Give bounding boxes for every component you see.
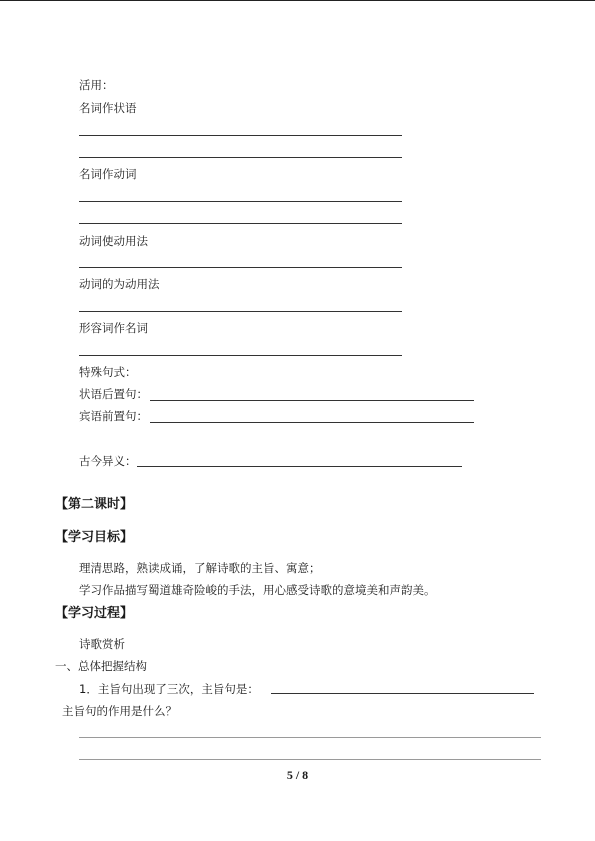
- goals-heading: 【学习目标】: [55, 530, 134, 545]
- process-heading: 【学习过程】: [55, 606, 134, 621]
- part-one-heading: 一、总体把握结构: [55, 659, 147, 673]
- dongci-shidong-label: 动词使动用法: [79, 234, 148, 248]
- answer-line[interactable]: [79, 355, 402, 356]
- binyu-qianzhi-label: 宾语前置句：: [79, 409, 148, 423]
- answer-line[interactable]: [79, 223, 402, 224]
- question-1-followup: 主旨句的作用是什么？: [62, 704, 177, 718]
- answer-line[interactable]: [137, 466, 462, 467]
- dongci-weidong-label: 动词的为动用法: [79, 277, 160, 291]
- mingci-zhuangyu-label: 名词作状语: [79, 101, 137, 115]
- lesson-heading: 【第二课时】: [55, 497, 134, 512]
- answer-line[interactable]: [150, 400, 474, 401]
- answer-line[interactable]: [79, 201, 402, 202]
- poem-appreciation-label: 诗歌赏析: [79, 637, 125, 651]
- huoyong-label: 活用：: [79, 78, 114, 92]
- zhuangyu-houzhi-label: 状语后置句：: [79, 387, 148, 401]
- answer-line[interactable]: [79, 135, 402, 136]
- answer-line[interactable]: [79, 267, 402, 268]
- goal-item: 理清思路，熟读成诵，了解诗歌的主旨、寓意；: [79, 561, 321, 575]
- page-number: 5 / 8: [286, 768, 309, 782]
- mingci-dongci-label: 名词作动词: [79, 167, 137, 181]
- answer-line[interactable]: [271, 693, 534, 694]
- page-top-border: [0, 0, 595, 1]
- question-1: 1．主旨句出现了三次，主旨句是：: [79, 682, 259, 696]
- answer-line[interactable]: [150, 422, 474, 423]
- answer-line[interactable]: [79, 759, 541, 760]
- xingrongci-mingci-label: 形容词作名词: [79, 321, 148, 335]
- goal-item: 学习作品描写蜀道雄奇险峻的手法，用心感受诗歌的意境美和声韵美。: [79, 583, 436, 597]
- answer-line[interactable]: [79, 737, 541, 738]
- answer-line[interactable]: [79, 157, 402, 158]
- answer-line[interactable]: [79, 311, 402, 312]
- teshu-jushi-label: 特殊句式：: [79, 365, 137, 379]
- gujin-yiyi-label: 古今异义：: [79, 454, 137, 468]
